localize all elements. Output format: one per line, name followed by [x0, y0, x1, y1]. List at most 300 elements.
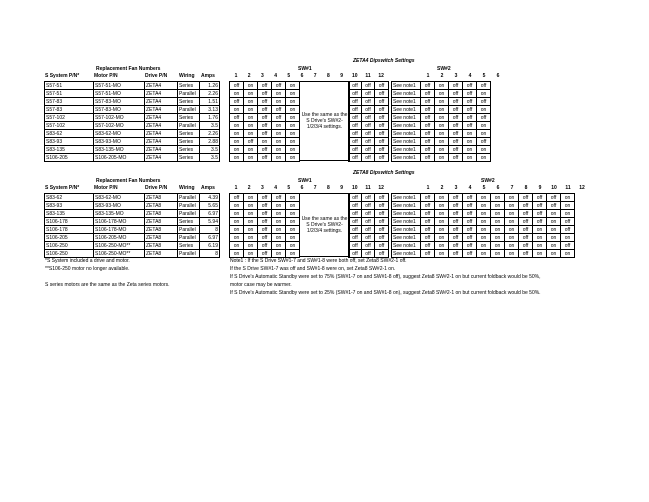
sw2-col-header: 12 [579, 185, 585, 191]
sw2-switch-cell: off [449, 114, 463, 122]
sw1-col-header: 12 [378, 185, 384, 191]
sw2-switch-cell: on [505, 250, 519, 258]
motor-pn-cell: S83-93-MO [94, 138, 145, 146]
sw1-switch-cell: off [362, 226, 375, 234]
sw1-switch-cell: off [349, 98, 362, 106]
wiring-cell: Parallel [178, 250, 200, 258]
table-row [45, 90, 220, 98]
sw2-switch-cell: off [463, 226, 477, 234]
table-row [349, 138, 389, 146]
motor-pn-cell: S83-135-MO [94, 146, 145, 154]
sw1-switch-cell: off [362, 250, 375, 258]
motor-pn-cell: S106-205-MO [94, 154, 145, 162]
zeta8-col-header: Amps [201, 185, 215, 191]
zeta8-sw1-extra-table [348, 193, 389, 258]
sw1-switch-cell: on [272, 122, 286, 130]
table-row [230, 242, 300, 250]
sw1-col-header: 7 [313, 73, 317, 79]
sw1-switch-cell: on [230, 234, 244, 242]
sw1-switch-cell: on [272, 242, 286, 250]
table-row [45, 122, 220, 130]
sw2-switch-cell: off [477, 82, 491, 90]
sw2-switch-cell: on [547, 242, 561, 250]
sw1-switch-cell: on [230, 226, 244, 234]
sw2-switch-cell: on [505, 210, 519, 218]
sw2-switch-cell: on [491, 194, 505, 202]
wiring-cell: Parallel [178, 234, 200, 242]
sw1-switch-cell: off [258, 234, 272, 242]
sw2-col-header: 2 [440, 73, 444, 79]
table-row [230, 146, 300, 154]
sw1-switch-cell: on [286, 194, 300, 202]
sw1-switch-cell: on [272, 154, 286, 162]
sw1-col-header: 9 [340, 73, 343, 79]
sw2-switch-cell: on [477, 106, 491, 114]
sw2-switch-cell: off [421, 250, 435, 258]
sw1-switch-cell: on [258, 138, 272, 146]
sw1-switch-cell: off [362, 106, 375, 114]
zeta4-sw2-label: SW#2 [437, 66, 451, 72]
drive-pn-cell: ZETA8 [145, 250, 178, 258]
table-row [45, 194, 220, 202]
sw1-switch-cell: on [230, 202, 244, 210]
sw1-switch-cell: off [272, 194, 286, 202]
sw2-switch-cell: off [477, 98, 491, 106]
sw2-switch-cell: on [505, 202, 519, 210]
sw2-col-header: 1 [426, 73, 430, 79]
sw2-switch-cell: off [463, 234, 477, 242]
sw1-switch-cell: off [258, 146, 272, 154]
sw1-switch-cell: off [375, 138, 389, 146]
sw2-switch-cell: on [477, 130, 491, 138]
s-system-pn-cell: S57-51 [45, 90, 94, 98]
sw2-switch-cell: on [435, 194, 449, 202]
sw1-switch-cell: off [349, 130, 362, 138]
sw2-note-cell: See note1 [392, 146, 421, 154]
sw2-switch-cell: off [449, 218, 463, 226]
sw1-switch-cell: on [244, 106, 258, 114]
sw1-col-header: 1 [234, 73, 238, 79]
sw2-col-header: 1 [426, 185, 430, 191]
sw2-switch-cell: off [421, 82, 435, 90]
sw1-switch-cell: off [272, 82, 286, 90]
sw2-switch-cell: on [435, 146, 449, 154]
table-row [392, 250, 575, 258]
sw2-switch-cell: off [421, 106, 435, 114]
sw2-switch-cell: off [519, 226, 533, 234]
sw1-switch-cell: off [349, 154, 362, 162]
motor-pn-cell: S83-62-MO [94, 130, 145, 138]
sw2-note-cell: See note1 [392, 82, 421, 90]
sw1-col-header: 4 [274, 185, 277, 191]
drive-pn-cell: ZETA8 [145, 194, 178, 202]
table-row [392, 82, 491, 90]
sw1-switch-cell: on [272, 98, 286, 106]
sw2-switch-cell: on [435, 82, 449, 90]
sw1-switch-cell: off [362, 98, 375, 106]
wiring-cell: Series [178, 218, 200, 226]
sw2-switch-cell: off [449, 210, 463, 218]
sw2-switch-cell: off [449, 194, 463, 202]
table-row [392, 226, 575, 234]
sw2-switch-cell: off [519, 250, 533, 258]
table-row [392, 194, 575, 202]
table-row [349, 234, 389, 242]
sw1-switch-cell: off [375, 98, 389, 106]
zeta8-note-cell: Use the same as the S Drive's SW#2-1/2/3/4 settings. [299, 193, 350, 257]
footnote-right: motor case may be warmer. [230, 282, 292, 288]
sw1-switch-cell: off [258, 218, 272, 226]
sw1-switch-cell: off [349, 114, 362, 122]
sw1-switch-cell: off [375, 82, 389, 90]
sw1-switch-cell: on [244, 122, 258, 130]
sw2-note-cell: See note1 [392, 226, 421, 234]
drive-pn-cell: ZETA4 [145, 138, 178, 146]
sw2-col-header: 8 [524, 185, 528, 191]
footnote-right: If the S Drive SW#1-7 was off and SW#1-8 were on, set Zeta8 SW#2-1 on. [230, 266, 396, 272]
wiring-cell: Parallel [178, 90, 200, 98]
table-row [349, 218, 389, 226]
amps-cell: 4.39 [200, 194, 220, 202]
table-row [45, 226, 220, 234]
sw1-switch-cell: off [349, 146, 362, 154]
sw2-switch-cell: on [477, 202, 491, 210]
sw1-switch-cell: off [375, 226, 389, 234]
sw2-switch-cell: off [547, 194, 561, 202]
wiring-cell: Series [178, 242, 200, 250]
sw1-switch-cell: on [286, 226, 300, 234]
sw2-switch-cell: off [561, 242, 575, 250]
table-row [392, 122, 491, 130]
drive-pn-cell: ZETA8 [145, 202, 178, 210]
sw1-switch-cell: off [258, 106, 272, 114]
sw1-switch-cell: off [258, 114, 272, 122]
sw2-switch-cell: off [449, 122, 463, 130]
sw2-switch-cell: off [519, 218, 533, 226]
sw1-switch-cell: off [349, 194, 362, 202]
table-row [230, 194, 300, 202]
sw1-switch-cell: off [258, 82, 272, 90]
sw2-switch-cell: on [547, 250, 561, 258]
sw2-note-cell: See note1 [392, 154, 421, 162]
drive-pn-cell: ZETA4 [145, 106, 178, 114]
sw2-col-header: 9 [538, 185, 542, 191]
sw2-switch-cell: on [505, 194, 519, 202]
zeta8-header-top: Replacement Fan Numbers [96, 178, 161, 184]
sw1-switch-cell: on [272, 138, 286, 146]
sw2-switch-cell: off [449, 82, 463, 90]
sw2-switch-cell: on [477, 146, 491, 154]
sw2-switch-cell: on [477, 226, 491, 234]
table-row [349, 226, 389, 234]
sw1-switch-cell: off [272, 114, 286, 122]
sw1-switch-cell: on [244, 234, 258, 242]
sw2-col-header: 4 [468, 73, 472, 79]
sw2-switch-cell: off [463, 218, 477, 226]
sw1-switch-cell: on [286, 106, 300, 114]
amps-cell: 2.26 [200, 90, 220, 98]
sw1-switch-cell: on [244, 250, 258, 258]
sw1-switch-cell: off [375, 114, 389, 122]
sw1-col-header: 3 [261, 185, 264, 191]
sw2-switch-cell: on [533, 234, 547, 242]
s-system-pn-cell: S57-83 [45, 98, 94, 106]
motor-pn-cell: S83-135-MO [94, 210, 145, 218]
sw1-col-header: 8 [327, 185, 330, 191]
sw2-switch-cell: on [491, 218, 505, 226]
sw2-col-header: 7 [510, 185, 514, 191]
sw2-switch-cell: on [533, 242, 547, 250]
zeta4-col-header: Amps [201, 73, 215, 79]
sw2-switch-cell: off [421, 90, 435, 98]
wiring-cell: Parallel [178, 194, 200, 202]
sw2-switch-cell: on [491, 234, 505, 242]
table-row [230, 98, 300, 106]
sw2-switch-cell: off [421, 122, 435, 130]
sw1-switch-cell: on [244, 202, 258, 210]
sw2-switch-cell: on [491, 226, 505, 234]
amps-cell: 2.26 [200, 130, 220, 138]
sw2-switch-cell: on [435, 106, 449, 114]
sw2-switch-cell: off [463, 194, 477, 202]
sw2-switch-cell: on [491, 202, 505, 210]
sw2-switch-cell: on [477, 194, 491, 202]
sw1-switch-cell: off [362, 122, 375, 130]
table-row [349, 98, 389, 106]
sw1-switch-cell: on [230, 138, 244, 146]
zeta4-fan-table [44, 81, 220, 162]
drive-pn-cell: ZETA4 [145, 154, 178, 162]
s-system-pn-cell: S83-93 [45, 138, 94, 146]
sw2-switch-cell: off [519, 202, 533, 210]
zeta8-sw2-label: SW#2 [481, 178, 495, 184]
sw2-switch-cell: off [421, 234, 435, 242]
wiring-cell: Parallel [178, 202, 200, 210]
motor-pn-cell: S57-51-MO [94, 90, 145, 98]
sw1-col-header: 2 [247, 185, 251, 191]
amps-cell: 6.97 [200, 234, 220, 242]
zeta8-sw2-table [391, 193, 575, 258]
sw2-switch-cell: on [547, 234, 561, 242]
sw2-switch-cell: on [435, 234, 449, 242]
table-row [349, 154, 389, 162]
table-row [392, 114, 491, 122]
sw1-switch-cell: off [362, 194, 375, 202]
sw2-switch-cell: off [449, 146, 463, 154]
table-row [45, 146, 220, 154]
sw1-switch-cell: on [230, 218, 244, 226]
sw2-col-header: 10 [551, 185, 557, 191]
sw1-switch-cell: on [244, 130, 258, 138]
table-row [230, 106, 300, 114]
s-system-pn-cell: S57-51 [45, 82, 94, 90]
table-row [349, 146, 389, 154]
amps-cell: 5.94 [200, 218, 220, 226]
sw2-col-header: 2 [440, 185, 444, 191]
sw2-switch-cell: on [463, 130, 477, 138]
table-row [392, 130, 491, 138]
sw2-switch-cell: on [561, 250, 575, 258]
table-row [45, 98, 220, 106]
table-row [349, 242, 389, 250]
sw2-switch-cell: on [505, 218, 519, 226]
sw2-switch-cell: off [463, 114, 477, 122]
sw1-switch-cell: off [375, 242, 389, 250]
sw1-switch-cell: on [286, 250, 300, 258]
s-system-pn-cell: S106-250 [45, 250, 94, 258]
sw1-col-header: 6 [300, 73, 304, 79]
sw1-switch-cell: off [349, 234, 362, 242]
table-row [230, 218, 300, 226]
motor-pn-cell: S106-178-MO [94, 218, 145, 226]
table-row [349, 202, 389, 210]
sw1-switch-cell: off [362, 90, 375, 98]
sw1-switch-cell: off [375, 218, 389, 226]
sw2-switch-cell: on [477, 210, 491, 218]
sw2-switch-cell: on [491, 210, 505, 218]
sw2-switch-cell: off [421, 194, 435, 202]
drive-pn-cell: ZETA4 [145, 98, 178, 106]
sw2-switch-cell: on [435, 226, 449, 234]
footnote-right: If S Drive's Automatic Standby were set to 25% (SW#1-7 on and SW#1-8 on), suggest Zeta8 SW#2-1 on but current foldback would be 50%. [230, 290, 541, 296]
sw2-switch-cell: off [463, 242, 477, 250]
sw2-note-cell: See note1 [392, 234, 421, 242]
sw2-switch-cell: on [533, 250, 547, 258]
sw2-switch-cell: on [561, 234, 575, 242]
sw1-switch-cell: off [375, 194, 389, 202]
sw2-col-header: 6 [496, 73, 500, 79]
sw2-switch-cell: on [435, 154, 449, 162]
sw1-switch-cell: off [375, 154, 389, 162]
sw2-switch-cell: off [449, 90, 463, 98]
s-system-pn-cell: S57-83 [45, 106, 94, 114]
sw1-col-header: 10 [352, 73, 358, 79]
table-row [349, 90, 389, 98]
sw2-switch-cell: on [477, 90, 491, 98]
sw1-col-header: 8 [327, 73, 330, 79]
motor-pn-cell: S106-250-MO** [94, 250, 145, 258]
sw1-switch-cell: on [230, 242, 244, 250]
drive-pn-cell: ZETA8 [145, 210, 178, 218]
s-system-pn-cell: S106-178 [45, 226, 94, 234]
sw2-note-cell: See note1 [392, 106, 421, 114]
wiring-cell: Parallel [178, 210, 200, 218]
table-row [230, 202, 300, 210]
s-system-pn-cell: S57-102 [45, 122, 94, 130]
table-row [45, 234, 220, 242]
sw1-switch-cell: off [362, 82, 375, 90]
sw1-switch-cell: on [286, 154, 300, 162]
sw2-switch-cell: off [421, 218, 435, 226]
amps-cell: 1.76 [200, 114, 220, 122]
sw1-col-header: 4 [274, 73, 277, 79]
sw1-col-header: 5 [287, 73, 291, 79]
sw2-switch-cell: on [435, 122, 449, 130]
sw2-switch-cell: off [463, 250, 477, 258]
sw2-switch-cell: off [533, 218, 547, 226]
amps-cell: 3.5 [200, 146, 220, 154]
sw1-switch-cell: off [258, 202, 272, 210]
drive-pn-cell: ZETA8 [145, 242, 178, 250]
sw1-col-header: 3 [261, 73, 264, 79]
sw2-switch-cell: on [505, 226, 519, 234]
sw1-switch-cell: on [272, 202, 286, 210]
sw1-switch-cell: on [230, 154, 244, 162]
sw2-note-cell: See note1 [392, 202, 421, 210]
sw2-switch-cell: off [449, 242, 463, 250]
sw1-switch-cell: on [286, 146, 300, 154]
wiring-cell: Parallel [178, 226, 200, 234]
zeta4-sw2-table [391, 81, 491, 162]
sw1-switch-cell: on [286, 202, 300, 210]
sw1-switch-cell: on [244, 154, 258, 162]
sw1-col-header: 10 [352, 185, 358, 191]
sw1-col-header: 2 [247, 73, 251, 79]
sw1-col-header: 7 [313, 185, 317, 191]
sw1-switch-cell: off [375, 250, 389, 258]
sw1-switch-cell: on [272, 130, 286, 138]
table-row [230, 210, 300, 218]
sw1-switch-cell: off [258, 122, 272, 130]
sw2-switch-cell: on [505, 242, 519, 250]
sw1-switch-cell: on [272, 234, 286, 242]
sw1-switch-cell: off [349, 202, 362, 210]
sw2-switch-cell: off [547, 202, 561, 210]
sw1-switch-cell: on [244, 226, 258, 234]
sw1-switch-cell: off [375, 122, 389, 130]
sw1-switch-cell: on [244, 146, 258, 154]
sw2-note-cell: See note1 [392, 98, 421, 106]
sw1-switch-cell: on [230, 210, 244, 218]
table-row [45, 106, 220, 114]
zeta4-sw1-label: SW#1 [298, 66, 312, 72]
sw2-switch-cell: on [435, 242, 449, 250]
sw1-switch-cell: on [272, 218, 286, 226]
sw2-switch-cell: on [491, 250, 505, 258]
drive-pn-cell: ZETA8 [145, 234, 178, 242]
s-system-pn-cell: S106-250 [45, 242, 94, 250]
sw1-switch-cell: on [286, 90, 300, 98]
sw2-note-cell: See note1 [392, 122, 421, 130]
sw1-switch-cell: off [349, 250, 362, 258]
wiring-cell: Series [178, 98, 200, 106]
sw1-col-header: 11 [365, 73, 371, 79]
footnote-right: Note1 : If the S Drive SW#1-7 and SW#1-8 were both off, set Zeta8 SW#2-1 off. [230, 258, 407, 264]
sw2-switch-cell: off [463, 82, 477, 90]
zeta8-sw1-label: SW#1 [298, 178, 312, 184]
sw1-col-header: 1 [234, 185, 238, 191]
sw2-col-header: 3 [454, 185, 458, 191]
table-row [349, 250, 389, 258]
zeta8-section-title: ZETA8 Dipswitch Settings [353, 170, 415, 176]
amps-cell: 8 [200, 226, 220, 234]
sw2-switch-cell: on [435, 138, 449, 146]
sw1-switch-cell: off [258, 194, 272, 202]
table-row [230, 138, 300, 146]
sw2-switch-cell: on [435, 114, 449, 122]
table-row [45, 210, 220, 218]
amps-cell: 8 [200, 250, 220, 258]
sw1-switch-cell: off [362, 234, 375, 242]
sw2-switch-cell: on [477, 250, 491, 258]
table-row [392, 234, 575, 242]
sw1-switch-cell: off [258, 242, 272, 250]
amps-cell: 2.88 [200, 138, 220, 146]
sw2-col-header: 5 [482, 73, 486, 79]
sw1-switch-cell: on [272, 226, 286, 234]
sw1-switch-cell: off [272, 106, 286, 114]
sw2-switch-cell: off [421, 114, 435, 122]
